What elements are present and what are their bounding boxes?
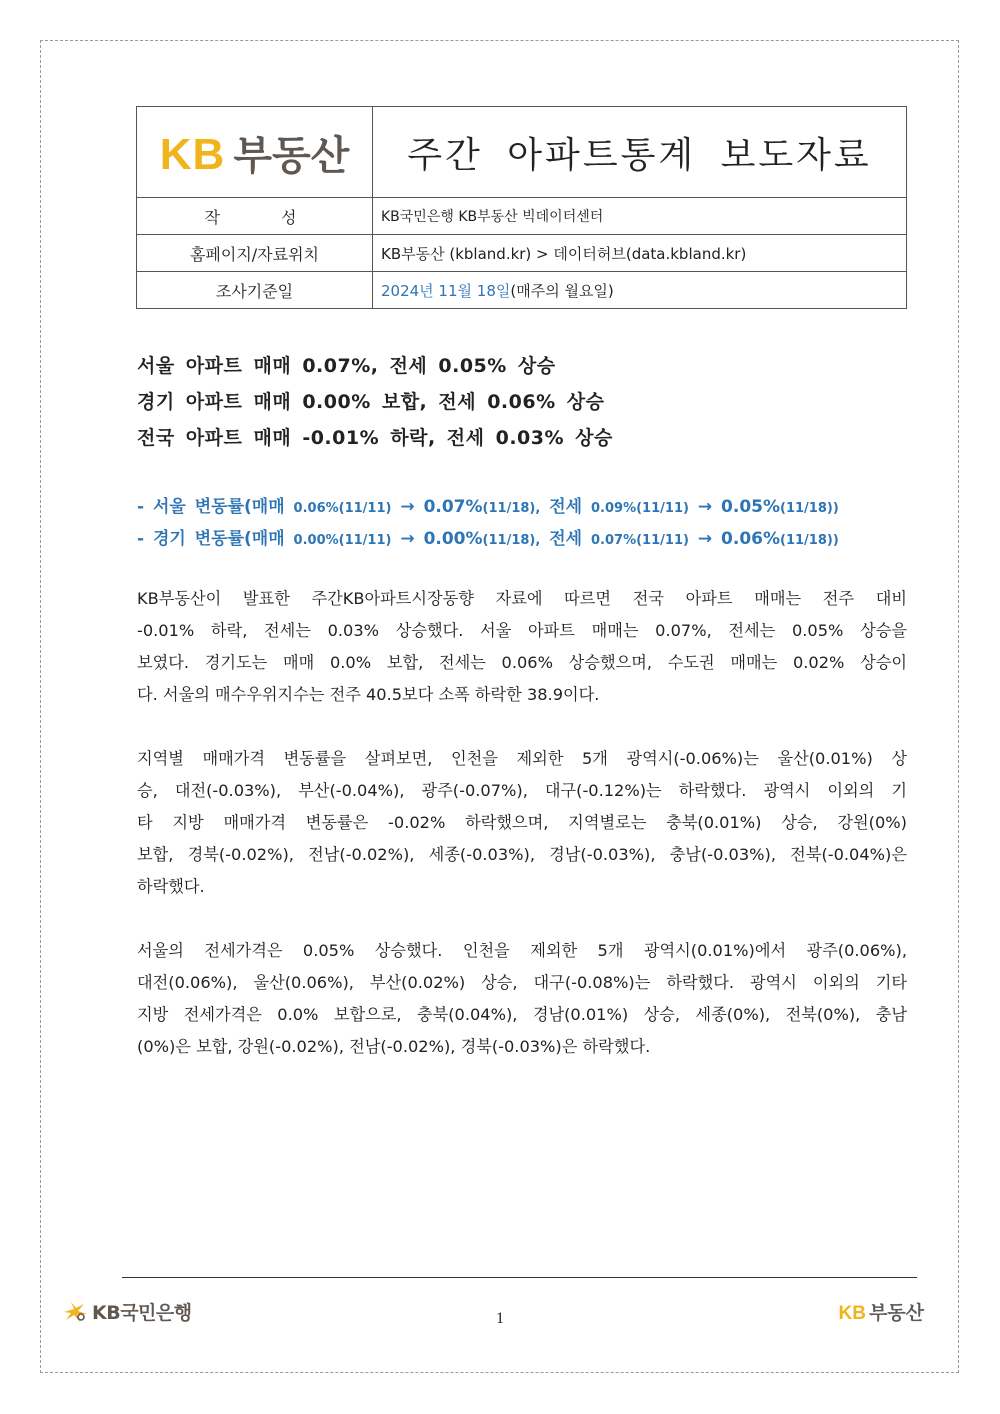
sub-bullet-prev-jeonse: 0.07%(11/11) (591, 533, 689, 548)
homepage-value: KB부동산 (kbland.kr) > 데이터허브(data.kbland.kr) (373, 235, 907, 272)
arrow-icon: → (697, 497, 713, 517)
survey-date-note: (매주의 월요일) (510, 281, 614, 300)
sub-bullet-prefix: - 서울 변동률(매매 (137, 497, 285, 517)
sub-bullet-cur-sale-date: (11/18), (482, 533, 541, 548)
paragraph-line: 지역별 매매가격 변동률을 살펴보면, 인천을 제외한 5개 광역시(-0.06%)는 울산(0.01%) 상 (137, 749, 907, 768)
paragraph-line: 보합, 경북(-0.02%), 전남(-0.02%), 세종(-0.03%), 경남(-0.03%), 충남(-0.03%), 전북(-0.04%)은 (137, 845, 907, 864)
sub-bullet-cur-jeonse: 0.06% (721, 529, 781, 549)
footer-bank-name: KB국민은행 (92, 1302, 192, 1324)
sub-bullet-cur-sale: 0.07% (423, 497, 483, 517)
sub-bullet-cur-jeonse-date: (11/18)) (780, 501, 839, 516)
arrow-icon: → (400, 497, 415, 517)
paragraph-line: KB부동산이 발표한 주간KB아파트시장동향 자료에 따르면 전국 아파트 매매는 전주 대비 (137, 589, 907, 608)
author-label: 작 성 (137, 198, 373, 235)
arrow-icon: → (697, 529, 713, 549)
sub-bullet-cur-sale-date: (11/18), (482, 501, 541, 516)
paragraph-line: 서울의 전세가격은 0.05% 상승했다. 인천을 제외한 5개 광역시(0.01%)에서 광주(0.06%), (137, 941, 907, 960)
paragraph-line: 승, 대전(-0.03%), 부산(-0.04%), 광주(-0.07%), 대구(-0.12%)는 하락했다. 광역시 이외의 기 (137, 781, 907, 800)
paragraph-summary (137, 583, 907, 711)
paragraph-jeonse-regions (137, 935, 907, 1063)
footer-logo-name: 부동산 (868, 1302, 924, 1324)
footer-divider (122, 1277, 917, 1278)
footer-kbland-logo (838, 1298, 924, 1325)
page-number: 1 (496, 1310, 504, 1327)
homepage-label: 홈페이지/자료위치 (137, 235, 373, 272)
sub-bullet-prev-sale: 0.00%(11/11) (293, 533, 392, 548)
sub-bullet-cur-jeonse: 0.05% (721, 497, 781, 517)
paragraph-line: 타 지방 매매가격 변동률은 -0.02% 하락했으며, 지역별로는 충북(0.01%) 상승, 강원(0%) (137, 813, 907, 832)
headline-gyeonggi: 경기 아파트 매매 0.00% 보합, 전세 0.06% 상승 (137, 391, 605, 413)
logo-kb: KB (159, 129, 226, 179)
paragraph-line: 대전(0.06%), 울산(0.06%), 부산(0.02%) 상승, 대구(-0.08%)는 하락했다. 광역시 이외의 기타 (137, 973, 907, 992)
logo (137, 107, 373, 198)
author-value: KB국민은행 KB부동산 빅데이터센터 (373, 198, 907, 235)
headline-seoul: 서울 아파트 매매 0.07%, 전세 0.05% 상승 (137, 355, 556, 377)
sub-bullet-prev-sale: 0.06%(11/11) (293, 501, 392, 516)
paragraph-sale-regions (137, 743, 907, 903)
sub-bullet-seoul (137, 492, 839, 517)
sub-bullet-prev-jeonse: 0.09%(11/11) (591, 501, 689, 516)
paragraph-line: 다. 서울의 매수우위지수는 전주 40.5보다 소폭 하락한 38.9이다. (137, 685, 600, 704)
paragraph-line: 지방 전세가격은 0.0% 보합으로, 충북(0.04%), 경남(0.01%) 상승, 세종(0%), 전북(0%), 충남 (137, 1005, 907, 1024)
sub-bullet-gyeonggi (137, 524, 839, 549)
sub-bullet-cur-jeonse-date: (11/18)) (780, 533, 839, 548)
sub-bullet-jeonse-label: 전세 (549, 497, 583, 517)
arrow-icon: → (400, 529, 415, 549)
survey-date-value (373, 272, 907, 309)
paragraph-line: 보였다. 경기도는 매매 0.0% 보합, 전세는 0.06% 상승했으며, 수도권 매매는 0.02% 상승이 (137, 653, 907, 672)
logo-name: 부동산 (233, 132, 350, 179)
sub-bullet-cur-sale: 0.00% (423, 529, 483, 549)
document-title: 주간 아파트통계 보도자료 (373, 107, 907, 198)
footer-logo-kb: KB (838, 1303, 866, 1324)
paragraph-line: 하락했다. (137, 877, 205, 896)
paragraph-line: -0.01% 하락, 전세는 0.03% 상승했다. 서울 아파트 매매는 0.07%, 전세는 0.05% 상승을 (137, 621, 907, 640)
survey-date-label: 조사기준일 (137, 272, 373, 309)
survey-date: 2024년 11월 18일 (381, 281, 511, 300)
paragraph-line: (0%)은 보합, 강원(-0.02%), 전남(-0.02%), 경북(-0.03%)은 하락했다. (137, 1037, 651, 1056)
sub-bullet-jeonse-label: 전세 (549, 529, 583, 549)
headline-national: 전국 아파트 매매 -0.01% 하락, 전세 0.03% 상승 (137, 427, 613, 449)
sub-bullet-prefix: - 경기 변동률(매매 (137, 529, 285, 549)
header-table (136, 106, 907, 309)
